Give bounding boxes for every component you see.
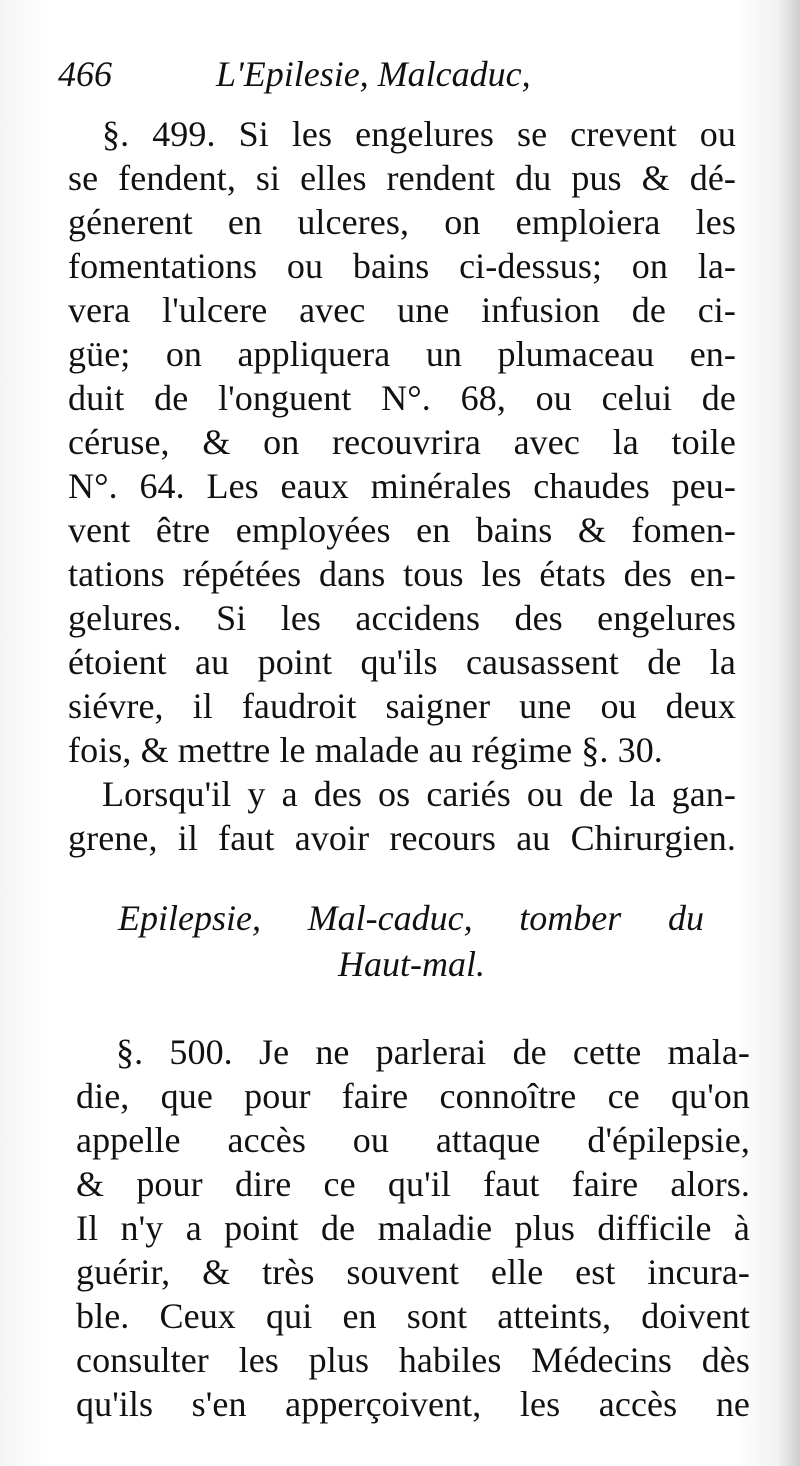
text-line: siévre, il faudroit saigner une ou deux — [68, 686, 736, 726]
text-line: qu'ils s'en apperçoivent, les accès ne — [76, 1384, 750, 1424]
text-line: fomentations ou bains ci-dessus; on la- — [68, 246, 736, 286]
running-title: L'Epilesie, Malcaduc, — [216, 54, 531, 94]
text-line: consulter les plus habiles Médecins dès — [76, 1340, 750, 1380]
text-line: vent être employées en bains & fomen- — [68, 510, 736, 550]
text-line: tations répétées dans tous les états des en- — [68, 554, 736, 594]
text-line: güe; on appliquera un plumaceau en- — [68, 334, 736, 374]
text-line: étoient au point qu'ils causassent de la — [68, 642, 736, 682]
text-line: Il n'y a point de maladie plus difficile à — [76, 1208, 750, 1248]
text-line: Lorsqu'il y a des os cariés ou de la gan- — [102, 774, 736, 814]
text-line: §. 500. Je ne parlerai de cette mala- — [116, 1032, 750, 1072]
text-line: gelures. Si les accidens des engelures — [68, 598, 736, 638]
page-number: 466 — [58, 54, 112, 94]
text-line: N°. 64. Les eaux minérales chaudes peu- — [68, 466, 736, 506]
text-line: céruse, & on recouvrira avec la toile — [68, 422, 736, 462]
running-head — [58, 52, 618, 96]
text-line: duit de l'onguent N°. 68, ou celui de — [68, 378, 736, 418]
page-edge-shadow — [778, 0, 800, 1466]
text-line: §. 499. Si les engelures se crevent ou — [102, 114, 736, 154]
section-heading-line: Epilepsie, Mal-caduc, tomber du — [118, 898, 704, 938]
text-line: ble. Ceux qui en sont atteints, doivent — [76, 1296, 750, 1336]
text-line: se fendent, si elles rendent du pus & dé- — [68, 158, 736, 198]
text-line: fois, & mettre le malade au régime §. 30. — [68, 730, 663, 770]
text-line: appelle accès ou attaque d'épilepsie, — [76, 1120, 750, 1160]
text-line: grene, il faut avoir recours au Chirurgien. — [68, 818, 736, 858]
text-line: & pour dire ce qu'il faut faire alors. — [76, 1164, 750, 1204]
text-line: génerent en ulceres, on emploiera les — [68, 202, 736, 242]
text-line: vera l'ulcere avec une infusion de ci- — [68, 290, 736, 330]
section-heading-line: Haut-mal. — [338, 944, 485, 984]
text-line: die, que pour faire connoître ce qu'on — [76, 1076, 750, 1116]
text-line: guérir, & très souvent elle est incura- — [76, 1252, 750, 1292]
